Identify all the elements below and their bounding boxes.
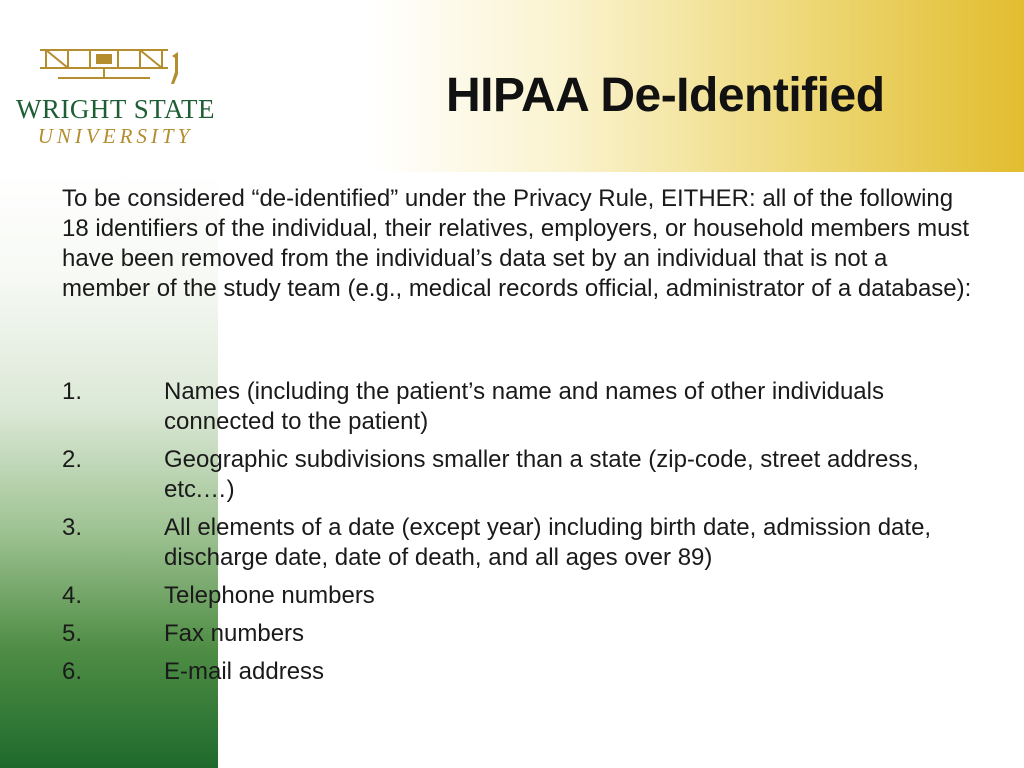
list-item	[62, 619, 962, 649]
list-item-number: 5.	[62, 620, 83, 647]
logo-title: WRIGHT STATE	[15, 94, 216, 124]
list-item-number: 2.	[62, 446, 83, 473]
identifier-list	[62, 377, 962, 695]
logo-subtitle: UNIVERSITY	[37, 124, 194, 148]
list-item-number: 3.	[62, 514, 83, 541]
list-item	[62, 513, 962, 573]
list-item	[62, 581, 962, 611]
list-item-number: 1.	[62, 378, 83, 405]
list-item-text: Geographic subdivisions smaller than a state (zip-code, street address, etc.…)	[164, 446, 920, 503]
slide-title: HIPAA De-Identified	[446, 69, 885, 122]
list-item-text: Telephone numbers	[164, 582, 375, 609]
list-item	[62, 445, 962, 505]
list-item	[62, 657, 962, 687]
intro-paragraph: To be considered “de-identified” under the Privacy Rule, EITHER: all of the following 18 identifiers of the individual, their relatives, employers, or household members must have been removed from the individual’s data set by an individual that is not a member of the study team (e.g., medical records official, administrator of a database):	[62, 185, 972, 302]
wright-flyer-biplane-icon	[38, 44, 178, 92]
list-item	[62, 377, 962, 437]
university-logo	[8, 40, 223, 152]
list-item-text: E-mail address	[164, 658, 325, 685]
list-item-number: 6.	[62, 658, 83, 685]
list-item-text: Names (including the patient’s name and names of other individuals connected to the patient)	[164, 378, 884, 435]
list-item-text: All elements of a date (except year) including birth date, admission date, discharge date, date of death, and all ages over 89)	[164, 514, 932, 571]
list-item-text: Fax numbers	[164, 620, 305, 647]
list-item-number: 4.	[62, 582, 83, 609]
